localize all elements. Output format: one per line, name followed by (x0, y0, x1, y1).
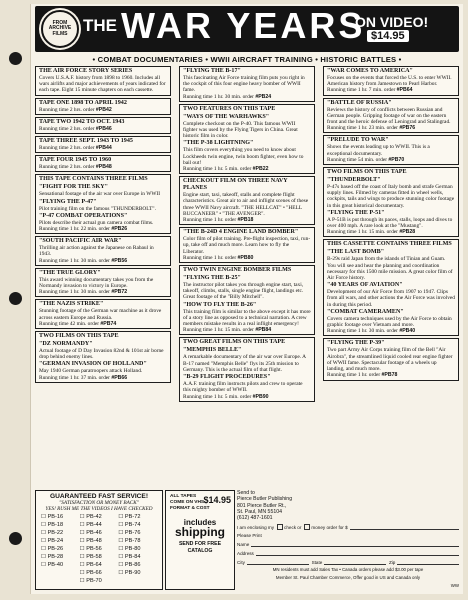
order-code: #PB72 (111, 289, 128, 296)
listing-title: "WAR COMES TO AMERICA" (327, 68, 413, 74)
order-code: #PB44 (95, 145, 112, 152)
listing-title: "THE TRUE GLORY" (39, 269, 101, 276)
runtime-text: Running time 1 hr. 22 min. order (39, 226, 112, 233)
sub-film (39, 199, 167, 212)
sub-film-description: May 1940 German paratroopers attack Holland. (39, 368, 143, 375)
listing-title: TAPE THREE SEPT. 1943 TO 1945 (39, 138, 133, 145)
listing-card (179, 337, 315, 401)
guarantee-instructions: YES! RUSH ME THE VIDEOS I HAVE CHECKED (45, 506, 153, 512)
order-code: #PB90 (252, 393, 269, 400)
sub-film-description: The instructor pilot takes you through engine start, taxi, takeoff, climbs, stalls, single engine flight, landings etc. Great footage of the "Billy Mitchell". (183, 282, 304, 301)
sub-film (183, 302, 311, 328)
order-code: #PB84 (255, 327, 272, 334)
please-print-label: Please Print (237, 533, 262, 539)
runtime-text: Running time 1 hr. 15 min. order (327, 229, 400, 236)
listing-card (35, 98, 171, 115)
column-middle (179, 66, 315, 486)
tape-option[interactable] (41, 514, 80, 521)
page-title: WAR YEARS (121, 5, 366, 46)
tape-code: PB-28 (47, 554, 64, 560)
payment-line: I am enclosing my check or money order for $ (237, 524, 459, 530)
runtime (327, 157, 455, 163)
order-code: #PB80 (237, 254, 254, 261)
tape-code: PB-48 (86, 538, 102, 544)
sub-film-title: "HOW TO FLY THE B-26" (183, 301, 257, 308)
tape-code: PB-70 (86, 578, 102, 584)
checkbox-icon[interactable]: ☐ (118, 546, 125, 552)
listing-description: Two part Army Air Corps training film of the Bell "Air Airobra", the streamlined liquid cooled rear engine fighter of WWII fame. Spectacular footage of a wheels up landing, and much more. (327, 347, 453, 373)
shipping-box (165, 490, 235, 590)
order-section (35, 490, 459, 590)
listing-card (179, 104, 315, 174)
listing-title: TAPE ONE 1898 TO APRIL 1942 (39, 99, 127, 106)
listing-card (35, 66, 171, 96)
sub-film-description: Pilots describe their actual gun camera combat films. (39, 219, 154, 226)
send-to-label: Send to (237, 490, 255, 496)
zip-field[interactable] (397, 559, 459, 565)
order-code: #PB28 (399, 229, 416, 236)
sub-film-title: "FIGHT FOR THE SKY" (39, 184, 109, 191)
listing-card (35, 236, 171, 266)
order-code: #PB64 (396, 87, 413, 94)
tape-option (41, 578, 80, 585)
listing-card (179, 265, 315, 335)
guarantee-box (35, 490, 163, 590)
tape-code: PB-76 (124, 530, 141, 536)
binder-hole-bottom (9, 532, 22, 545)
sub-film-description: This training film is similar to the above except it has more of a story line as opposed to a technical narration. A crew members mistake results in a real inflight emergency! (183, 308, 311, 328)
runtime (327, 372, 455, 378)
runtime-text: Running time 1 hr. order (183, 217, 238, 224)
checkbox-icon[interactable]: ☐ (41, 546, 48, 552)
tape-option[interactable] (80, 578, 119, 585)
tape-code: PB-66 (86, 570, 102, 576)
listing-card (35, 299, 171, 329)
tape-option[interactable] (80, 562, 119, 569)
tape-code: PB-24 (47, 538, 64, 544)
order-code: #PB22 (252, 166, 269, 173)
sub-film (39, 184, 167, 197)
listing-title: "PRELUDE TO WAR" (327, 137, 389, 144)
runtime-text: Running time 1 hr. order (183, 254, 238, 261)
tape-code: PB-78 (124, 538, 141, 544)
listing-title: THE AIR FORCE STORY SERIES (39, 68, 133, 74)
runtime-text: Running time 1 hr. 30 min. order (39, 289, 112, 296)
name-field[interactable] (251, 541, 459, 547)
listing-title: "THE B-24D 4 ENGINE LAND BOMBER" (183, 229, 299, 236)
runtime (39, 289, 167, 295)
runtime-text: Running time 2 hrs. order (39, 164, 96, 171)
sub-film-description: Development of our Air Force from 1907 to 1947. Clips from all wars, and other actions the Air Force was involved in during this period. (327, 289, 455, 308)
listing-title: TAPE TWO 1942 TO OCT. 1943 (39, 118, 125, 125)
check-checkbox[interactable] (277, 524, 283, 530)
sub-film (327, 249, 455, 281)
sub-film-title: "THE LAST BOMB" (327, 249, 385, 256)
listing-card (323, 338, 459, 380)
runtime (183, 217, 311, 223)
includes-label: includes (183, 518, 217, 527)
sub-film-description: Pilot training film on the famous "THUNDERBOLT". (39, 205, 156, 212)
tape-option[interactable] (118, 546, 157, 553)
order-code: #PB24 (255, 93, 272, 100)
sub-film (327, 177, 455, 209)
tape-option[interactable] (118, 538, 157, 545)
tapes-note: ALL TAPES COME ON VHS FORMAT & COST (170, 494, 210, 511)
tape-code: PB-56 (86, 546, 102, 552)
tape-option[interactable] (80, 538, 119, 545)
binder-hole-middle (9, 292, 22, 305)
sub-film (39, 341, 167, 360)
checkbox-icon[interactable]: ☐ (79, 522, 87, 528)
tape-code: PB-40 (47, 562, 64, 568)
tape-option[interactable] (118, 530, 157, 537)
listing-card (323, 66, 459, 96)
checkbox-icon[interactable]: ☐ (79, 578, 87, 584)
sub-film (183, 374, 311, 393)
order-form: Send to Pierce Butler Publishing 801 Pierce Butler Rt., St. Paul, MN 55104 (612) 487-1601 I am enclosing my check or money order for $ Please Print Name Address City State Zip MN residents must add Sales Tax • Canada orders please add $3.00 per tape Member St. Paul Chamber Commerce, Offer good in US and Canada only WW (237, 490, 459, 588)
listing-description: Reviews the history of conflicts between Russian and German people. Gripping footage of war on the eastern front and the heroic defense of Leningrad and Stalingrad. (327, 106, 451, 126)
tape-option[interactable] (80, 514, 119, 521)
runtime (327, 87, 455, 93)
tape-code: PB-72 (124, 514, 141, 520)
tape-option[interactable] (118, 514, 157, 521)
sub-film-description: This film covers everything you need to know about Lockheeds twin engine, twin boom fighter, even how to bail out! (183, 147, 304, 166)
listing-title: THIS TAPE CONTAINS THREE FILMS (39, 176, 148, 183)
state-field[interactable] (324, 559, 386, 565)
guarantee-heading: GUARANTEED FAST SERVICE! (49, 493, 149, 500)
company-phone: (612) 487-1601 (237, 515, 273, 522)
listing-description: Covers U.S.A.F. history from 1898 to 1960. Includes all wars airlifts and major achievements of years indicated for each tape. Eight 15 minute chapters on each cassette. (39, 75, 166, 94)
listing-title: TWO FILMS ON THIS TAPE (39, 333, 119, 340)
sub-film (327, 309, 455, 328)
runtime (327, 125, 455, 131)
listing-title: "THE NAZIS STRIKE" (39, 301, 104, 308)
runtime-text: Running time 1 hr. 15 min. order (183, 327, 256, 334)
listing-description: Shows the events leading up to WWII. This is a exceptional documentary. (327, 144, 430, 157)
tape-option (118, 578, 157, 585)
sub-film-title: "COMBAT CAMERAMEN" (327, 308, 404, 315)
runtime-text: Running time 54 min. order (327, 156, 389, 163)
sub-film-title: "FLYING THE P-47" (39, 198, 97, 205)
listing-description: Focuses on the events that forced the U.S. to enter WWII. American history from Jamestown to Pearl Harbor. (327, 75, 452, 88)
order-code: #PB46 (95, 125, 112, 132)
checkbox-icon[interactable]: ☐ (118, 514, 125, 520)
company-name: Pierce Butler Publishing (237, 496, 293, 503)
sub-film-title: "FLYING THE P-51" (327, 209, 385, 216)
order-code: #PB40 (399, 328, 416, 335)
tape-option[interactable] (118, 554, 157, 561)
archive-films-seal: FROM ARCHIVE FILMS (41, 10, 79, 48)
listing-card (323, 135, 459, 165)
tape-code: PB-80 (124, 546, 141, 552)
free-catalog-note: SEND FOR FREE CATALOG (178, 541, 222, 554)
runtime-text: Running time 2 hrs. order (39, 145, 96, 152)
sub-film (39, 213, 167, 226)
tape-option[interactable] (41, 554, 80, 561)
tape-option[interactable] (80, 570, 119, 577)
listing-description: This award winning documentary takes you from the Normandy invasion to victory in Europe. (39, 276, 154, 290)
listing-card (323, 167, 459, 237)
listing-title: "FLYING THE P-39" (327, 340, 385, 347)
runtime (183, 327, 311, 333)
sub-film (183, 140, 311, 166)
sub-film (183, 275, 311, 301)
title-prefix: THE (83, 16, 117, 35)
catalog-page (30, 4, 463, 594)
runtime (183, 394, 311, 400)
listing-title: "FLYING THE B-17" (183, 68, 241, 74)
sub-film-description: Sensational footage of the air war over Europe in WWII (39, 191, 160, 198)
listing-card (35, 136, 171, 153)
price-badge: $14.95 (367, 30, 409, 42)
checkbox-icon[interactable]: ☐ (118, 538, 125, 544)
sub-film (183, 114, 311, 140)
sub-film (183, 347, 311, 373)
checkbox-icon[interactable]: ☐ (41, 530, 48, 536)
order-code: #PB56 (111, 257, 128, 264)
checkbox-icon[interactable]: ☐ (79, 570, 87, 576)
sales-tax-note: MN residents must add Sales Tax • Canada orders please add $3.00 per tape (272, 567, 424, 573)
listing-description: Engine start, taxi, takeoff, stalls and complete flight characteristics. Great air to air and inflight scenes of these three WWII Navy aircraft. "THE HELLCAT" • "HELL BUCCANEER" • "THE AVENGER". (183, 192, 309, 217)
sub-film-title: "WAYS OF THE WARHAWKS" (183, 113, 270, 120)
order-code: #PB42 (95, 106, 112, 113)
runtime-text: Running time 1 hr. 30 min. order (327, 328, 400, 335)
runtime-text: Running time 1 hr. 23 min. order (327, 125, 400, 132)
sub-film-title: "THE P-38 LIGHTNING" (183, 140, 254, 147)
tape-code: PB-86 (124, 562, 141, 568)
listing-card (35, 331, 171, 383)
tape-code: PB-16 (47, 514, 64, 520)
checkbox-icon[interactable]: ☐ (41, 522, 48, 528)
listing-title: CHECKOUT FILM ON THREE NAVY PLANES (183, 178, 288, 192)
listing-description: Stunning footage of the German war machine as it drove across eastern Europe and Russia. (39, 308, 162, 321)
tape-option[interactable] (80, 554, 119, 561)
amount-field[interactable] (350, 524, 459, 530)
tape-option[interactable] (41, 546, 80, 553)
runtime (39, 258, 167, 264)
runtime (39, 164, 167, 170)
runtime (327, 229, 455, 235)
runtime (183, 166, 311, 172)
column-right (323, 66, 459, 486)
runtime-text: Running time 2 hrs. order (39, 125, 96, 132)
sub-film-description: Complete checkout on the P-40. This famous WWII fighter was used by the Flying Tigers in China. Great historic film in color. (183, 120, 298, 140)
checkbox-icon[interactable]: ☐ (118, 570, 125, 576)
tape-code: PB-58 (86, 554, 102, 560)
listing-title: TWO TWIN ENGINE BOMBER FILMS (183, 267, 292, 274)
city-field[interactable] (247, 559, 309, 565)
money-order-checkbox[interactable] (304, 524, 310, 530)
sub-film (39, 361, 167, 374)
sub-film-title: "FLYING THE B-25" (183, 275, 241, 282)
sub-film-title: "GERMAN INVASION OF HOLLAND" (39, 361, 147, 368)
runtime (39, 321, 167, 327)
tape-option[interactable] (41, 538, 80, 545)
listing-card (323, 239, 459, 336)
runtime-text: Running time 2 hrs. order (39, 106, 96, 113)
order-code: #PB48 (95, 164, 112, 171)
address-field[interactable] (256, 550, 459, 556)
listing-card (35, 117, 171, 134)
listing-title: TAPE FOUR 1945 TO 1960 (39, 157, 112, 164)
runtime-text: Running time 1 hr. order (327, 372, 382, 379)
checkbox-icon[interactable]: ☐ (118, 554, 125, 560)
runtime (39, 107, 167, 113)
tape-option[interactable] (80, 530, 119, 537)
tape-code: PB-84 (124, 554, 141, 560)
tape-code: PB-90 (124, 570, 141, 576)
listing-card (35, 155, 171, 172)
runtime (39, 226, 167, 232)
sub-film-description: A remarkable documentary of the air war over Europe. A B-17 named "Memphis Belle" flys its 25th mission to Germany. This is the actual film of that flight. (183, 354, 306, 373)
runtime-text: Running time 1 hr. 30 min. order (183, 93, 256, 100)
column-left (35, 66, 171, 486)
checkbox-icon[interactable]: ☐ (118, 522, 125, 528)
order-code: #PB70 (388, 156, 405, 163)
title-banner (35, 6, 459, 52)
sub-film-description: P-47s based off the coast of Italy bomb and strafe German supply lines. Filmed by cameras fitted in wheel wells, cockpits, tails and wings to produce stunning color footage in this great historical documentary. (327, 184, 455, 209)
checkbox-icon[interactable]: ☐ (79, 554, 87, 560)
order-code: #PB78 (381, 372, 398, 379)
listing-description: This fascinating Air Force training film puts you right in the cockpit of this four engine heavy bomber of WWII fame. (183, 75, 305, 94)
sub-film-title: "MEMPHIS BELLE" (183, 347, 242, 354)
tape-code: PB-64 (86, 562, 102, 568)
member-note: Member St. Paul Chamber Commerce, Offer good in US and Canada only (275, 575, 421, 581)
tape-option[interactable] (41, 522, 80, 529)
order-code: #PB18 (237, 217, 254, 224)
tape-price: $14.95 (203, 495, 231, 505)
checkbox-icon[interactable]: ☐ (79, 514, 87, 520)
sub-film-description: Covers camera techniques used by the Air Force to obtain graphic footage over Vietnam and more. (327, 315, 452, 329)
tape-option[interactable] (118, 570, 157, 577)
tape-option[interactable] (41, 562, 80, 569)
tape-code: PB-42 (86, 514, 102, 520)
sub-film-title: "THUNDERBOLT" (327, 177, 381, 184)
runtime (39, 375, 167, 381)
listing-title: TWO FEATURES ON THIS TAPE (183, 105, 276, 112)
listing-card (35, 174, 171, 234)
guarantee-subheading: "SATISFACTION OR MONEY BACK" (59, 500, 139, 506)
sub-film-title: "B-29 FLIGHT PROCEDURES" (183, 374, 271, 381)
runtime-text: Running time 1 hr. 5 min. order (183, 393, 253, 400)
tape-option[interactable] (118, 562, 157, 569)
order-code: #PB76 (399, 125, 416, 132)
runtime (39, 126, 167, 132)
tape-option[interactable] (118, 522, 157, 529)
runtime (327, 328, 455, 334)
runtime (183, 255, 311, 261)
sub-film-description: A P-51B is put through its paces, stalls, loops and dives to over 400 mph. A rare look at the "Mustang". (327, 216, 453, 230)
listing-title: THIS CASSETTE CONTAINS THREE FILMS (327, 241, 452, 248)
sub-film-title: "P-47 COMBAT OPERATIONS" (39, 212, 128, 219)
listing-description: Color film of pilot training. Pre-flight inspection, taxi, run-up, take off and much more. Learn how to fly the Liberator. (183, 236, 311, 255)
listing-card (179, 66, 315, 102)
tape-code: PB-46 (86, 530, 102, 536)
runtime-text: Running time 1 hr. 7 min. order (327, 87, 397, 94)
sub-film-description: Actual footage of D Day Invasion 82nd & 101st air borne drop behind enemy lines. (39, 348, 164, 361)
tagline: • COMBAT DOCUMENTARIES • WWII AIRCRAFT TRAINING • HISTORIC BATTLES • (92, 55, 402, 64)
listing-card (323, 98, 459, 134)
company-address1: 801 Pierce Butler Rt., (237, 502, 287, 509)
tape-code: PB-26 (47, 546, 64, 552)
tape-code: PB-22 (47, 530, 64, 536)
checkbox-icon[interactable]: ☐ (41, 514, 48, 520)
checkbox-icon[interactable]: ☐ (79, 538, 87, 544)
tape-code: PB-18 (47, 522, 64, 528)
listing-card (179, 176, 315, 225)
tape-code: PB-74 (124, 522, 141, 528)
sub-film-description: B-29s raid Japan from the islands of Tinian and Guam. You will see and hear the planning and coordination necessary for this 1500 mile mission. A great color film of Air Force history. (327, 256, 453, 282)
sub-film-title: "DZ NORMANDY" (39, 341, 93, 348)
listing-card (35, 268, 171, 298)
tape-code: PB-44 (86, 522, 102, 528)
listing-title: "SOUTH PACIFIC AIR WAR" (39, 238, 122, 245)
runtime-text: Running time 1 hr. 30 min. order (39, 257, 112, 264)
checkbox-icon[interactable]: ☐ (118, 530, 125, 536)
tape-option[interactable] (80, 522, 119, 529)
order-code: #PB26 (111, 226, 128, 233)
sub-film-title: "40 YEARS OF AVIATION" (327, 282, 403, 289)
shipping-label: shipping (175, 525, 225, 539)
checkbox-icon[interactable]: ☐ (118, 562, 125, 568)
listing-title: TWO FILMS ON THIS TAPE (327, 169, 407, 176)
checkbox-icon[interactable]: ☐ (79, 562, 87, 568)
checkbox-icon[interactable]: ☐ (41, 538, 48, 544)
tape-option[interactable] (41, 530, 80, 537)
checkbox-icon[interactable]: ☐ (41, 562, 48, 568)
listing-card (179, 227, 315, 263)
sub-film (327, 282, 455, 308)
runtime-text: Running time 42 min. order (39, 320, 101, 327)
runtime-text: Running time 1 hr. 37 min. order (39, 374, 112, 381)
checkbox-icon[interactable]: ☐ (79, 530, 87, 536)
order-code: #PB74 (100, 320, 117, 327)
form-code: WW (450, 582, 459, 588)
sub-film (327, 210, 455, 229)
company-address2: St. Paul, MN 55104 (237, 508, 282, 515)
sub-film-description: A.A.F. training film instructs pilots and crew to operate this mighty bomber of WWII. (183, 381, 303, 394)
listing-title: TWO GREAT FILMS ON THIS TAPE (183, 339, 286, 346)
tape-option[interactable] (80, 546, 119, 553)
binder-hole-top (9, 52, 22, 65)
listing-description: Thrilling air action against the Japanese on Rabaul in 1943. (39, 245, 154, 258)
on-video-label: ON VIDEO! (355, 14, 429, 30)
checkbox-icon[interactable]: ☐ (41, 554, 48, 560)
order-code: #PB66 (111, 374, 128, 381)
tape-checklist (36, 512, 162, 587)
runtime-text: Running time 1 hr. 5 min. order (183, 166, 253, 173)
runtime (39, 145, 167, 151)
listing-title: "BATTLE OF RUSSIA" (327, 99, 392, 106)
runtime (183, 94, 311, 100)
tape-option (41, 570, 80, 577)
checkbox-icon[interactable]: ☐ (79, 546, 87, 552)
